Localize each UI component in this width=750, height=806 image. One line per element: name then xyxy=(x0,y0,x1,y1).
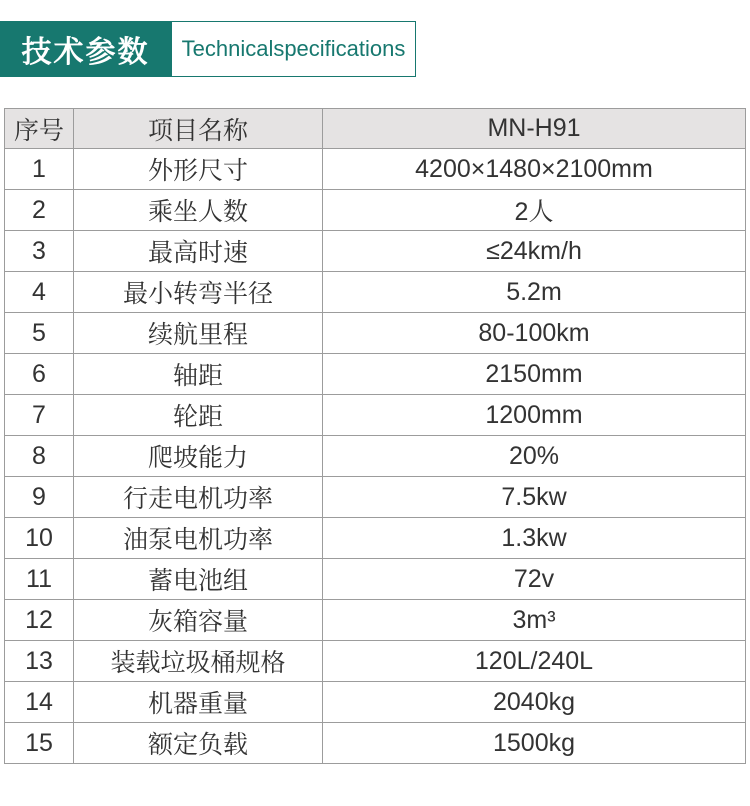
item-name-cell: 蓄电池组 xyxy=(74,559,323,600)
row-index-cell: 13 xyxy=(5,641,74,682)
item-value-cell: 1500kg xyxy=(323,723,746,764)
item-name-cell: 爬坡能力 xyxy=(74,436,323,477)
table-row xyxy=(5,395,746,436)
item-name-cell: 续航里程 xyxy=(74,313,323,354)
item-name-cell: 轴距 xyxy=(74,354,323,395)
item-value-cell: 5.2m xyxy=(323,272,746,313)
table-row xyxy=(5,518,746,559)
row-index-cell: 5 xyxy=(5,313,74,354)
spec-table xyxy=(4,108,746,764)
header-row xyxy=(5,109,746,149)
table-row xyxy=(5,313,746,354)
row-index-cell: 7 xyxy=(5,395,74,436)
row-index-cell: 8 xyxy=(5,436,74,477)
item-name-cell: 灰箱容量 xyxy=(74,600,323,641)
table-row xyxy=(5,600,746,641)
item-value-cell: 72v xyxy=(323,559,746,600)
item-value-cell: 80-100km xyxy=(323,313,746,354)
row-index-cell: 9 xyxy=(5,477,74,518)
item-name-cell: 最小转弯半径 xyxy=(74,272,323,313)
item-value-cell: 2150mm xyxy=(323,354,746,395)
row-index-cell: 12 xyxy=(5,600,74,641)
item-name-cell: 轮距 xyxy=(74,395,323,436)
table-row xyxy=(5,559,746,600)
table-row xyxy=(5,682,746,723)
column-header-item-name: 项目名称 xyxy=(74,109,323,149)
item-value-cell: 3m³ xyxy=(323,600,746,641)
column-header-model: MN-H91 xyxy=(323,109,746,149)
item-name-cell: 行走电机功率 xyxy=(74,477,323,518)
table-row xyxy=(5,272,746,313)
row-index-cell: 10 xyxy=(5,518,74,559)
table-row xyxy=(5,436,746,477)
item-value-cell: 2040kg xyxy=(323,682,746,723)
item-value-cell: 2人 xyxy=(323,190,746,231)
section-title-band xyxy=(0,21,416,77)
section-title-chinese: 技术参数 xyxy=(0,21,171,77)
spec-table-header xyxy=(5,109,746,149)
section-title-english: Technicalspecifications xyxy=(171,21,416,77)
item-name-cell: 外形尺寸 xyxy=(74,149,323,190)
item-value-cell: 1200mm xyxy=(323,395,746,436)
row-index-cell: 15 xyxy=(5,723,74,764)
item-value-cell: 4200×1480×2100mm xyxy=(323,149,746,190)
table-row xyxy=(5,354,746,395)
item-name-cell: 额定负载 xyxy=(74,723,323,764)
item-value-cell: 1.3kw xyxy=(323,518,746,559)
row-index-cell: 3 xyxy=(5,231,74,272)
table-row xyxy=(5,477,746,518)
item-name-cell: 机器重量 xyxy=(74,682,323,723)
row-index-cell: 4 xyxy=(5,272,74,313)
row-index-cell: 1 xyxy=(5,149,74,190)
item-name-cell: 油泵电机功率 xyxy=(74,518,323,559)
row-index-cell: 2 xyxy=(5,190,74,231)
item-name-cell: 乘坐人数 xyxy=(74,190,323,231)
item-name-cell: 装载垃圾桶规格 xyxy=(74,641,323,682)
row-index-cell: 11 xyxy=(5,559,74,600)
table-row xyxy=(5,231,746,272)
spec-table-body xyxy=(5,149,746,764)
row-index-cell: 6 xyxy=(5,354,74,395)
item-value-cell: ≤24km/h xyxy=(323,231,746,272)
item-value-cell: 20% xyxy=(323,436,746,477)
table-row xyxy=(5,723,746,764)
item-value-cell: 7.5kw xyxy=(323,477,746,518)
table-row xyxy=(5,149,746,190)
item-value-cell: 120L/240L xyxy=(323,641,746,682)
table-row xyxy=(5,641,746,682)
column-header-index: 序号 xyxy=(5,109,74,149)
item-name-cell: 最高时速 xyxy=(74,231,323,272)
table-row xyxy=(5,190,746,231)
row-index-cell: 14 xyxy=(5,682,74,723)
